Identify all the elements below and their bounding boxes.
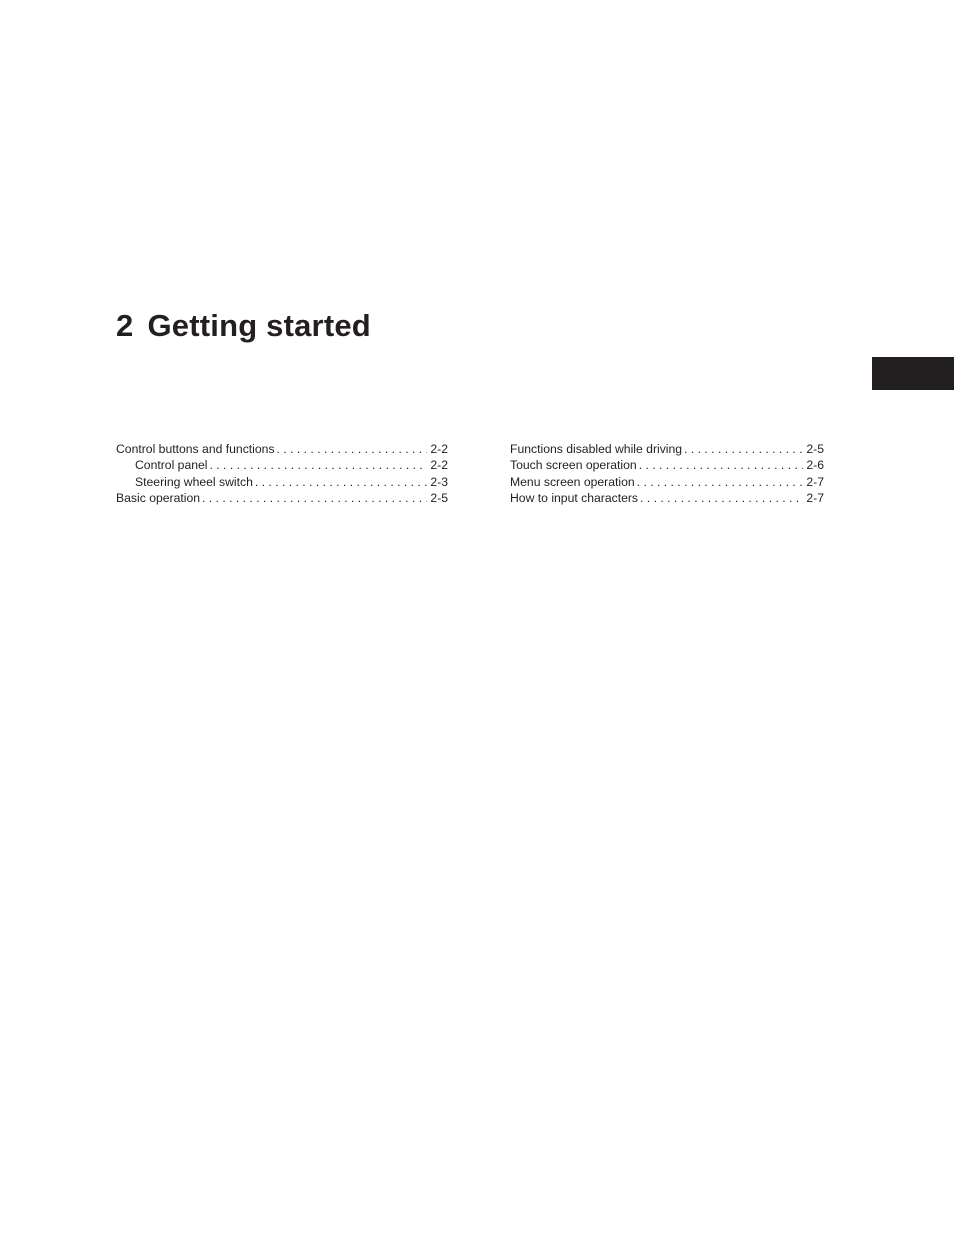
toc-leader (202, 490, 427, 506)
toc-entry[interactable] (116, 441, 448, 457)
toc-entry-label: Functions disabled while driving (510, 442, 683, 456)
toc-entry-label: Steering wheel switch (135, 474, 253, 489)
chapter-title (116, 306, 371, 346)
toc-entry[interactable] (510, 474, 824, 490)
toc-entry-label: Touch screen operation (510, 458, 637, 473)
toc-entry-label: Control panel (135, 458, 208, 473)
toc-entry-label: Basic operation (116, 491, 201, 506)
chapter-tab-marker (872, 357, 954, 390)
toc-leader (684, 441, 803, 457)
toc-entry-label: Control buttons and functions (116, 442, 275, 456)
toc-entry[interactable] (116, 457, 448, 473)
toc-entry-page: 2-6 (806, 458, 824, 473)
toc-leader (640, 490, 803, 506)
chapter-title-text: Getting started (147, 308, 371, 343)
toc-entry-page: 2-2 (430, 458, 448, 473)
toc-entry-label: Menu screen operation (510, 474, 635, 489)
toc-entry-page: 2-3 (430, 474, 448, 489)
toc-leader (637, 474, 804, 490)
toc-entry-label: How to input characters (510, 491, 639, 506)
toc-entry-page: 2-5 (806, 442, 824, 456)
toc-leader (277, 441, 428, 457)
toc-leader (639, 457, 804, 473)
toc-right-column (510, 441, 824, 507)
toc-entry-page: 2-7 (806, 474, 824, 489)
toc-left-column (116, 441, 448, 507)
toc-entry[interactable] (510, 490, 824, 506)
toc-entry-page: 2-5 (430, 491, 448, 506)
chapter-number: 2 (116, 308, 134, 343)
toc-entry[interactable] (116, 490, 448, 506)
toc-leader (210, 457, 428, 473)
toc-entry-page: 2-7 (806, 491, 824, 506)
toc-leader (255, 474, 428, 490)
toc-entry-page: 2-2 (430, 442, 448, 456)
toc-entry[interactable] (510, 457, 824, 473)
toc-entry[interactable] (116, 474, 448, 490)
toc-entry[interactable] (510, 441, 824, 457)
